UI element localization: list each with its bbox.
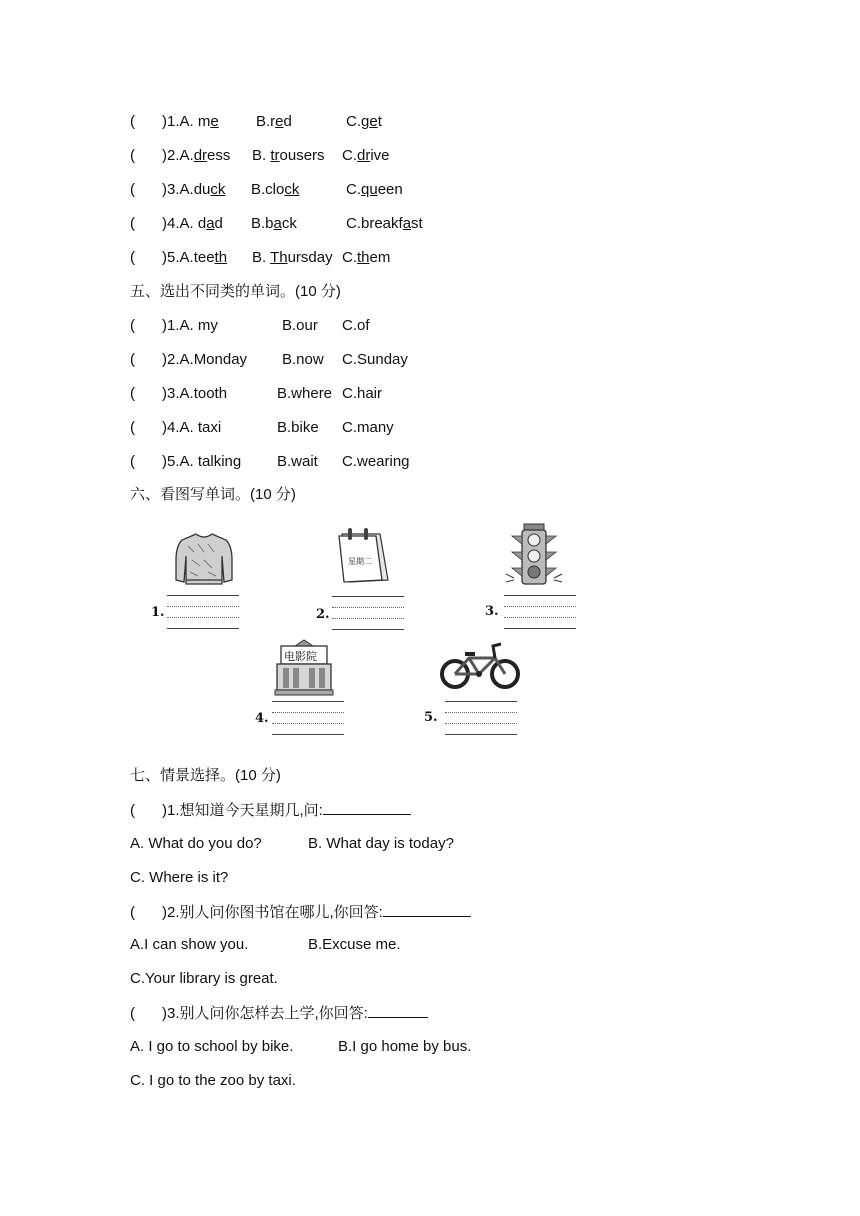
answer-lines-1[interactable]	[167, 595, 239, 639]
bicycle-icon	[439, 640, 521, 690]
picture-number-3: 3.	[485, 604, 499, 619]
picture-number-4: 4.	[255, 711, 269, 726]
situation-question-1: ( )1.想知道今天星期几,问:	[130, 800, 411, 821]
traffic-light-icon	[502, 522, 566, 588]
sweater-icon	[174, 530, 234, 588]
cinema-sign: 电影院	[284, 650, 317, 663]
phonics-item-3: ( )3.A.duck B.clock C.queen	[130, 181, 403, 198]
picture-number-2: 2.	[316, 607, 330, 622]
picture-number-5: 5.	[424, 710, 438, 725]
section6-title: 六、看图写单词。(10 分)	[130, 486, 296, 503]
situation-option-3c: C. I go to the zoo by taxi.	[130, 1072, 296, 1089]
situation-options-1: A. What do you do? B. What day is today?	[130, 835, 454, 852]
odd-one-item-1: ( )1.A. my B.our C.of	[130, 317, 370, 334]
situation-question-3: ( )3.别人问你怎样去上学,你回答:	[130, 1003, 428, 1024]
odd-one-item-2: ( )2.A.Monday B.now C.Sunday	[130, 351, 408, 368]
calendar-icon	[336, 526, 392, 586]
situation-options-3: A. I go to school by bike. B.I go home by bus.	[130, 1038, 472, 1055]
answer-blank-3[interactable]	[368, 1003, 428, 1018]
answer-lines-3[interactable]	[504, 595, 576, 639]
answer-lines-5[interactable]	[445, 701, 517, 745]
phonics-item-5: ( )5.A.teeth B. Thursday C.them	[130, 249, 391, 266]
answer-blank-2[interactable]	[383, 902, 471, 917]
odd-one-item-4: ( )4.A. taxi B.bike C.many	[130, 419, 394, 436]
situation-option-1c: C. Where is it?	[130, 869, 229, 886]
phonics-item-2: ( )2.A.dress B. trousers C.drive	[130, 147, 390, 164]
answer-blank-1[interactable]	[323, 800, 411, 815]
calendar-sign: 星期二	[348, 557, 372, 566]
answer-lines-4[interactable]	[272, 701, 344, 745]
situation-option-2c: C.Your library is great.	[130, 970, 278, 987]
phonics-item-1: ( )1.A. me B.red C.get	[130, 113, 382, 130]
situation-question-2: ( )2.别人问你图书馆在哪儿,你回答:	[130, 902, 471, 923]
odd-one-item-3: ( )3.A.tooth B.where C.hair	[130, 385, 383, 402]
odd-one-item-5: ( )5.A. talking B.wait C.wearing	[130, 453, 410, 470]
cinema-icon	[273, 638, 335, 696]
picture-number-1: 1.	[151, 605, 165, 620]
situation-options-2: A.I can show you. B.Excuse me.	[130, 936, 401, 953]
answer-lines-2[interactable]	[332, 596, 404, 640]
phonics-item-4: ( )4.A. dad B.back C.breakfast	[130, 215, 423, 232]
section5-title: 五、选出不同类的单词。(10 分)	[130, 283, 341, 300]
section7-title: 七、情景选择。(10 分)	[130, 767, 281, 784]
